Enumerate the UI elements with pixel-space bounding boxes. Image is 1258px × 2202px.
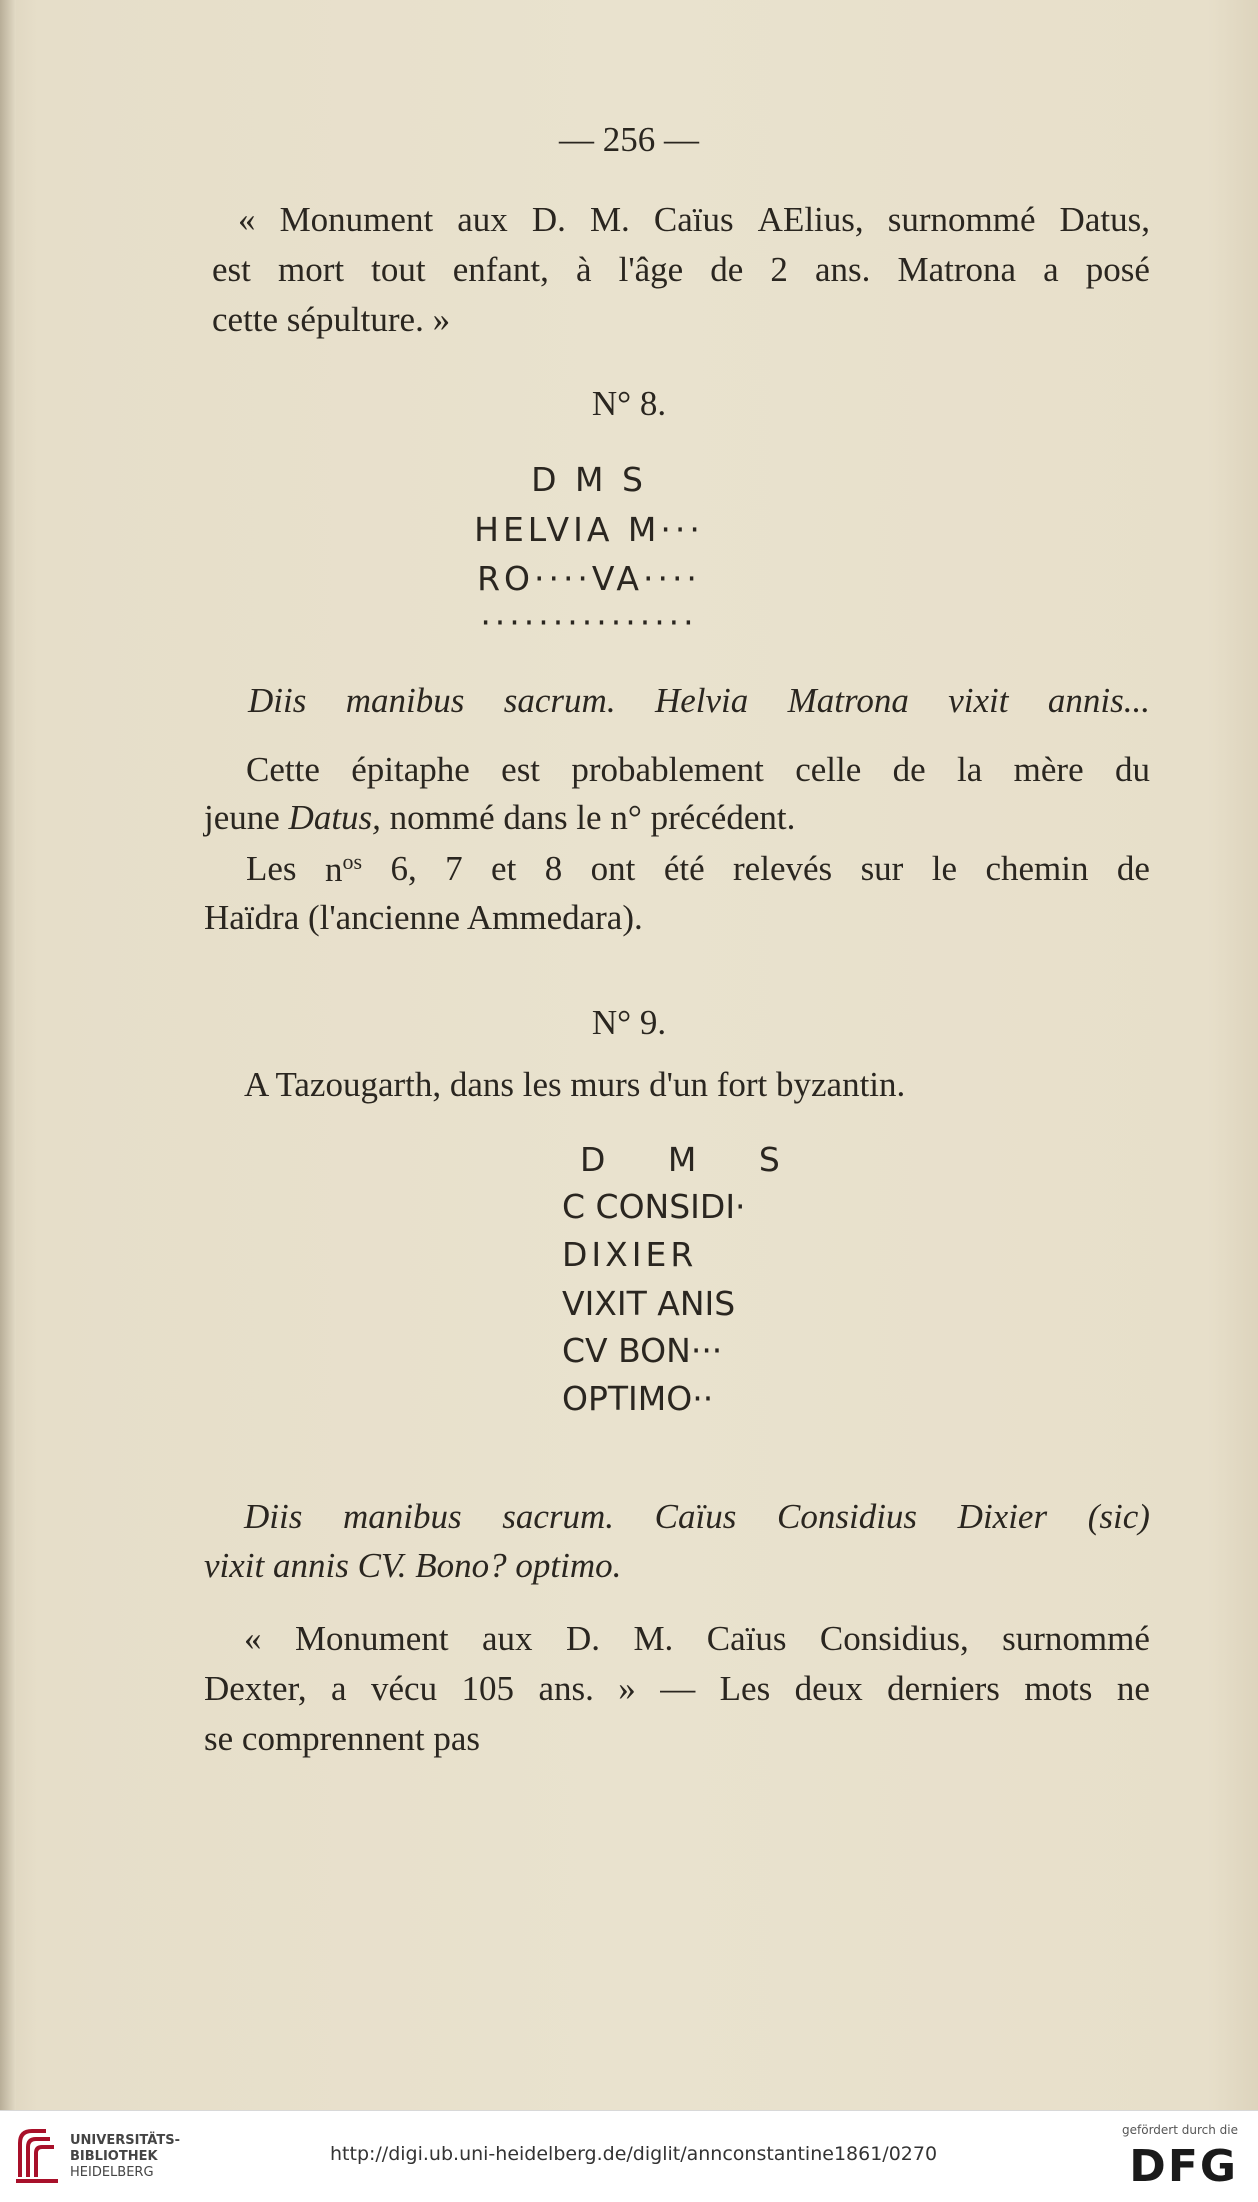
- permalink-url[interactable]: http://digi.ub.uni-heidelberg.de/diglit/annconstantine1861/0270: [330, 2143, 938, 2165]
- no9-location: A Tazougarth, dans les murs d'un fort byzantin.: [244, 1065, 906, 1104]
- no8-comment-line-3: [0, 851, 1258, 887]
- word: et: [491, 849, 517, 888]
- word: chemin: [985, 849, 1089, 888]
- word: a: [1043, 250, 1059, 289]
- word: Considius: [777, 1497, 918, 1536]
- no8-inscription-line-2: HELVIA M···: [474, 510, 704, 549]
- word: aux: [457, 200, 508, 239]
- word: relevés: [733, 849, 833, 888]
- word: 7: [445, 849, 463, 888]
- word: ans.: [814, 250, 871, 289]
- word: Helvia: [654, 681, 749, 720]
- no8-inscription-line-3: RO····VA····: [477, 559, 701, 598]
- word: manibus: [345, 681, 465, 720]
- no9-translation-line-1: [0, 1621, 1258, 1656]
- viewer-footer: [0, 2110, 1258, 2202]
- word: vécu: [371, 1669, 438, 1708]
- no9-inscription-line-5: CV BON···: [562, 1331, 723, 1370]
- word: ans.: [538, 1669, 594, 1708]
- word: $n^{os}$: [324, 849, 363, 889]
- word: Considius,: [819, 1619, 969, 1658]
- page-number: — 256 —: [559, 120, 699, 159]
- word: »: [618, 1669, 636, 1708]
- funding-caption: gefördert durch die: [1122, 2123, 1238, 2137]
- word: derniers: [887, 1669, 1000, 1708]
- word: 105: [461, 1669, 515, 1708]
- word: vixit: [948, 681, 1009, 720]
- word: épitaphe: [351, 750, 470, 789]
- word: posé: [1085, 250, 1150, 289]
- no9-heading: N° 9.: [591, 1003, 667, 1042]
- word: D.: [531, 200, 566, 239]
- word: Matrona: [787, 681, 909, 720]
- page-gutter-shadow: [0, 0, 16, 2110]
- word: celle: [795, 750, 862, 789]
- word: —: [660, 1669, 696, 1708]
- word: M.: [589, 200, 630, 239]
- word: mère: [1013, 750, 1084, 789]
- word: M.: [633, 1619, 674, 1658]
- no8-comment-line-4: Haïdra (l'ancienne Ammedara).: [204, 898, 643, 937]
- dfg-logo: DFG: [1129, 2141, 1238, 2192]
- word: Dixier: [957, 1497, 1048, 1536]
- word: Les: [719, 1669, 771, 1708]
- word: Diis: [244, 1497, 303, 1536]
- word: «: [244, 1619, 262, 1658]
- word: AElius,: [757, 200, 864, 239]
- word: 2: [770, 250, 788, 289]
- word: manibus: [342, 1497, 462, 1536]
- no9-inscription-line-1: D M S: [580, 1140, 806, 1179]
- word: (sic): [1087, 1497, 1150, 1536]
- word: Monument: [279, 200, 434, 239]
- word: tout: [371, 250, 426, 289]
- word: D.: [565, 1619, 600, 1658]
- word: surnommé: [1002, 1619, 1150, 1658]
- no9-reading-line-1: [0, 1499, 1258, 1534]
- word: mort: [277, 250, 345, 289]
- word: est: [212, 250, 251, 289]
- word: surnommé: [887, 200, 1036, 239]
- translation-line-3: cette sépulture. »: [212, 300, 451, 339]
- word: à: [575, 250, 592, 289]
- word: Dexter,: [204, 1669, 307, 1708]
- word: été: [663, 849, 705, 888]
- word: ne: [1116, 1669, 1150, 1708]
- word: de: [1116, 849, 1150, 888]
- no8-comment-line-2: jeune Datus, nommé dans le n° précédent.: [204, 798, 796, 837]
- no9-inscription-line-6: OPTIMO··: [562, 1379, 714, 1418]
- no9-inscription-line-3: DIXIER: [562, 1235, 698, 1274]
- word: 6,: [390, 849, 417, 888]
- word: Monument: [294, 1619, 449, 1658]
- word: sur: [860, 849, 904, 888]
- library-seal-icon: [14, 2125, 60, 2185]
- word: a: [331, 1669, 347, 1708]
- word: 8: [544, 849, 563, 888]
- word: la: [957, 750, 983, 789]
- no9-translation-line-3: se comprennent pas: [204, 1719, 481, 1758]
- no8-inscription-line-1: D M S: [531, 460, 647, 499]
- word: enfant,: [452, 250, 549, 289]
- no8-comment-line-1: [0, 752, 1258, 787]
- word: de: [710, 250, 744, 289]
- word: du: [1114, 750, 1150, 789]
- word: de: [892, 750, 926, 789]
- word: Datus,: [1059, 200, 1150, 239]
- no9-inscription-line-4: VIXIT ANIS: [562, 1284, 736, 1323]
- word: Diis: [248, 681, 307, 720]
- word: probablement: [571, 750, 764, 789]
- translation-line-1: [0, 202, 1258, 237]
- word: Caïus: [653, 200, 734, 239]
- word: aux: [481, 1619, 533, 1658]
- translation-line-2: [0, 252, 1258, 287]
- word: sacrum.: [502, 1497, 615, 1536]
- word: ont: [590, 849, 636, 888]
- word: annis...: [1047, 681, 1150, 720]
- word: Caïus: [654, 1497, 737, 1536]
- word: Cette: [246, 750, 320, 789]
- no8-inscription-line-4: ···············: [480, 603, 698, 642]
- word: l'âge: [618, 250, 684, 289]
- word: «: [238, 200, 256, 239]
- word: deux: [794, 1669, 863, 1708]
- word: Matrona: [897, 250, 1017, 289]
- library-name: UNIVERSITÄTS- BIBLIOTHEK HEIDELBERG: [70, 2133, 180, 2180]
- word: le: [931, 849, 958, 888]
- no9-translation-line-2: [0, 1671, 1258, 1706]
- word: Caïus: [706, 1619, 787, 1658]
- no9-inscription-line-2: C CONSIDI·: [562, 1187, 746, 1226]
- no8-reading: [0, 683, 1258, 718]
- word: est: [501, 750, 541, 789]
- no9-reading-line-2: vixit annis CV. Bono? optimo.: [204, 1546, 622, 1585]
- no8-heading: N° 8.: [591, 384, 667, 423]
- word: Les: [246, 849, 297, 888]
- word: mots: [1024, 1669, 1093, 1708]
- word: sacrum.: [503, 681, 616, 720]
